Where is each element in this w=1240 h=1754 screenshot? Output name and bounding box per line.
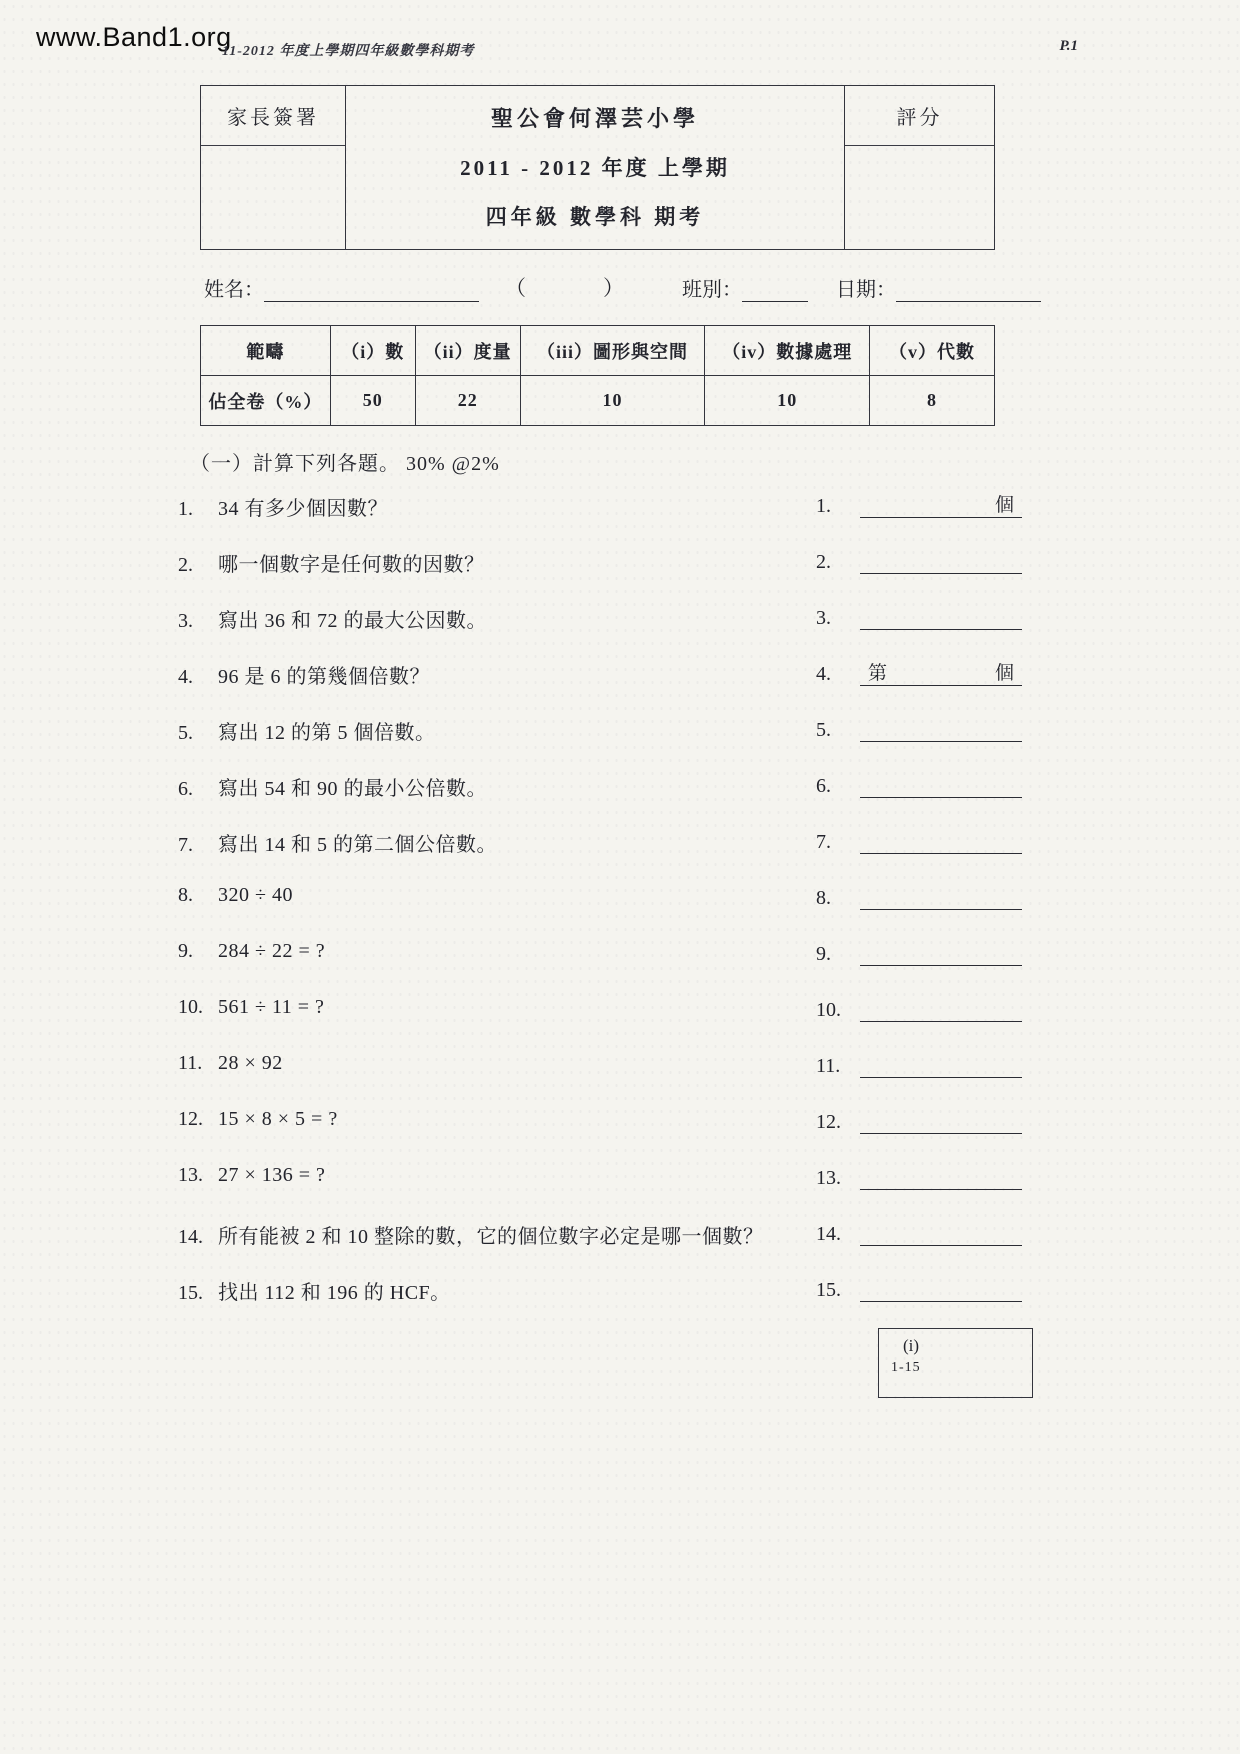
answer-blank[interactable] bbox=[860, 604, 1022, 630]
question-text: 27 × 136 = ? bbox=[218, 1164, 326, 1186]
question-number: 4. bbox=[178, 666, 193, 688]
answer-blank[interactable] bbox=[860, 1220, 1022, 1246]
answer-number: 4. bbox=[816, 663, 831, 685]
answer-blank[interactable] bbox=[860, 660, 1022, 686]
table-value-cell: 10 bbox=[705, 376, 870, 426]
question-row bbox=[178, 604, 1090, 660]
question-text: 找出 112 和 196 的 HCF。 bbox=[218, 1282, 451, 1304]
class-number-paren: （ ） bbox=[505, 276, 652, 300]
exam-title-cell bbox=[346, 86, 844, 249]
answer-blank[interactable] bbox=[860, 548, 1022, 574]
question-text: 28 × 92 bbox=[218, 1052, 283, 1074]
question-text: 320 ÷ 40 bbox=[218, 884, 293, 906]
question-row bbox=[178, 1276, 1090, 1332]
answer-number: 8. bbox=[816, 887, 831, 909]
exam-header-box bbox=[200, 85, 995, 250]
name-label: 姓名： bbox=[204, 279, 264, 301]
question-text: 寫出 14 和 5 的第二個公倍數。 bbox=[218, 834, 497, 856]
table-header-cell: （iii）圖形與空間 bbox=[520, 326, 705, 376]
parent-signature-cell bbox=[201, 86, 346, 249]
answer-number: 15. bbox=[816, 1279, 841, 1301]
watermark: www.Band1.org bbox=[36, 22, 232, 52]
answer-blank[interactable] bbox=[860, 1052, 1022, 1078]
question-number: 14. bbox=[178, 1226, 203, 1248]
table-value-row bbox=[201, 376, 995, 426]
question-number: 3. bbox=[178, 610, 193, 632]
answer-blank[interactable] bbox=[860, 492, 1022, 518]
question-row bbox=[178, 1220, 1090, 1276]
category-weighting-table bbox=[200, 325, 995, 426]
class-label: 班別： bbox=[682, 279, 742, 301]
table-row-label: 佔全卷（%） bbox=[201, 376, 331, 426]
answer-number: 11. bbox=[816, 1055, 841, 1077]
question-row bbox=[178, 884, 1090, 940]
answer-number: 6. bbox=[816, 775, 831, 797]
score-label: 評分 bbox=[845, 86, 994, 146]
table-value-cell: 50 bbox=[330, 376, 415, 426]
answer-blank[interactable] bbox=[860, 884, 1022, 910]
date-label: 日期： bbox=[836, 279, 896, 301]
score-blank[interactable] bbox=[845, 146, 994, 249]
question-row bbox=[178, 940, 1090, 996]
question-row bbox=[178, 492, 1090, 548]
question-row bbox=[178, 1164, 1090, 1220]
answer-number: 10. bbox=[816, 999, 841, 1021]
section-heading: （一）計算下列各題。 30% @2% bbox=[190, 453, 500, 475]
question-row bbox=[178, 1052, 1090, 1108]
question-number: 9. bbox=[178, 940, 193, 962]
marking-section-label: (i) bbox=[903, 1336, 920, 1355]
table-header-cell: （i）數 bbox=[330, 326, 415, 376]
answer-blank[interactable] bbox=[860, 1108, 1022, 1134]
date-blank[interactable] bbox=[896, 278, 1041, 302]
table-value-cell: 8 bbox=[870, 376, 995, 426]
answer-number: 13. bbox=[816, 1167, 841, 1189]
question-row bbox=[178, 828, 1090, 884]
school-term: 2011 - 2012 年度 上學期 bbox=[460, 156, 730, 180]
question-row bbox=[178, 996, 1090, 1052]
exam-title: 四年級 數學科 期考 bbox=[485, 205, 705, 229]
question-text: 所有能被 2 和 10 整除的數，它的個位數字必定是哪一個數？ bbox=[218, 1226, 764, 1248]
table-header-row bbox=[201, 326, 995, 376]
marking-question-range: 1-15 bbox=[891, 1360, 921, 1375]
question-number: 5. bbox=[178, 722, 193, 744]
question-row bbox=[178, 1108, 1090, 1164]
question-text: 寫出 36 和 72 的最大公因數。 bbox=[218, 610, 487, 632]
question-row bbox=[178, 716, 1090, 772]
answer-blank[interactable] bbox=[860, 716, 1022, 742]
question-number: 12. bbox=[178, 1108, 203, 1130]
question-number: 11. bbox=[178, 1052, 203, 1074]
answer-number: 9. bbox=[816, 943, 831, 965]
table-header-cell: （ii）度量 bbox=[415, 326, 520, 376]
question-text: 561 ÷ 11 = ? bbox=[218, 996, 325, 1018]
question-text: 寫出 12 的第 5 個倍數。 bbox=[218, 722, 436, 744]
marking-section-box bbox=[878, 1328, 1033, 1398]
student-info-line bbox=[204, 272, 1044, 302]
answer-number: 14. bbox=[816, 1223, 841, 1245]
answer-blank[interactable] bbox=[860, 996, 1022, 1022]
table-header-cell: （iv）數據處理 bbox=[705, 326, 870, 376]
question-list bbox=[178, 492, 1090, 1332]
table-header-cell: （v）代數 bbox=[870, 326, 995, 376]
answer-number: 12. bbox=[816, 1111, 841, 1133]
page-number: P.1 bbox=[1059, 38, 1078, 54]
question-number: 10. bbox=[178, 996, 203, 1018]
answer-blank[interactable] bbox=[860, 1164, 1022, 1190]
table-value-cell: 22 bbox=[415, 376, 520, 426]
answer-suffix: 個 bbox=[994, 495, 1014, 516]
answer-number: 2. bbox=[816, 551, 831, 573]
score-cell bbox=[844, 86, 994, 249]
name-blank[interactable] bbox=[264, 278, 479, 302]
question-text: 34 有多少個因數？ bbox=[218, 498, 388, 520]
question-text: 96 是 6 的第幾個倍數？ bbox=[218, 666, 430, 688]
answer-blank[interactable] bbox=[860, 940, 1022, 966]
question-number: 6. bbox=[178, 778, 193, 800]
answer-number: 5. bbox=[816, 719, 831, 741]
question-number: 13. bbox=[178, 1164, 203, 1186]
answer-blank[interactable] bbox=[860, 772, 1022, 798]
question-row bbox=[178, 548, 1090, 604]
parent-signature-label: 家長簽署 bbox=[201, 86, 345, 146]
question-text: 寫出 54 和 90 的最小公倍數。 bbox=[218, 778, 487, 800]
question-text: 15 × 8 × 5 = ? bbox=[218, 1108, 338, 1130]
question-row bbox=[178, 660, 1090, 716]
question-number: 1. bbox=[178, 498, 193, 520]
question-number: 15. bbox=[178, 1282, 203, 1304]
question-number: 8. bbox=[178, 884, 193, 906]
page-header-title: 11-2012 年度上學期四年級數學科期考 bbox=[222, 44, 475, 59]
answer-blank[interactable] bbox=[860, 828, 1022, 854]
answer-number: 3. bbox=[816, 607, 831, 629]
answer-suffix: 個 bbox=[994, 663, 1014, 684]
table-header-cell: 範疇 bbox=[201, 326, 331, 376]
question-text: 284 ÷ 22 = ? bbox=[218, 940, 326, 962]
answer-blank[interactable] bbox=[860, 1276, 1022, 1302]
school-name: 聖公會何澤芸小學 bbox=[490, 106, 699, 131]
question-number: 7. bbox=[178, 834, 193, 856]
table-value-cell: 10 bbox=[520, 376, 705, 426]
question-number: 2. bbox=[178, 554, 193, 576]
question-row bbox=[178, 772, 1090, 828]
question-text: 哪一個數字是任何數的因數？ bbox=[218, 554, 485, 576]
parent-signature-blank[interactable] bbox=[201, 146, 345, 249]
class-blank[interactable] bbox=[742, 278, 808, 302]
answer-number: 7. bbox=[816, 831, 831, 853]
answer-prefix: 第 bbox=[868, 663, 888, 684]
answer-number: 1. bbox=[816, 495, 831, 517]
